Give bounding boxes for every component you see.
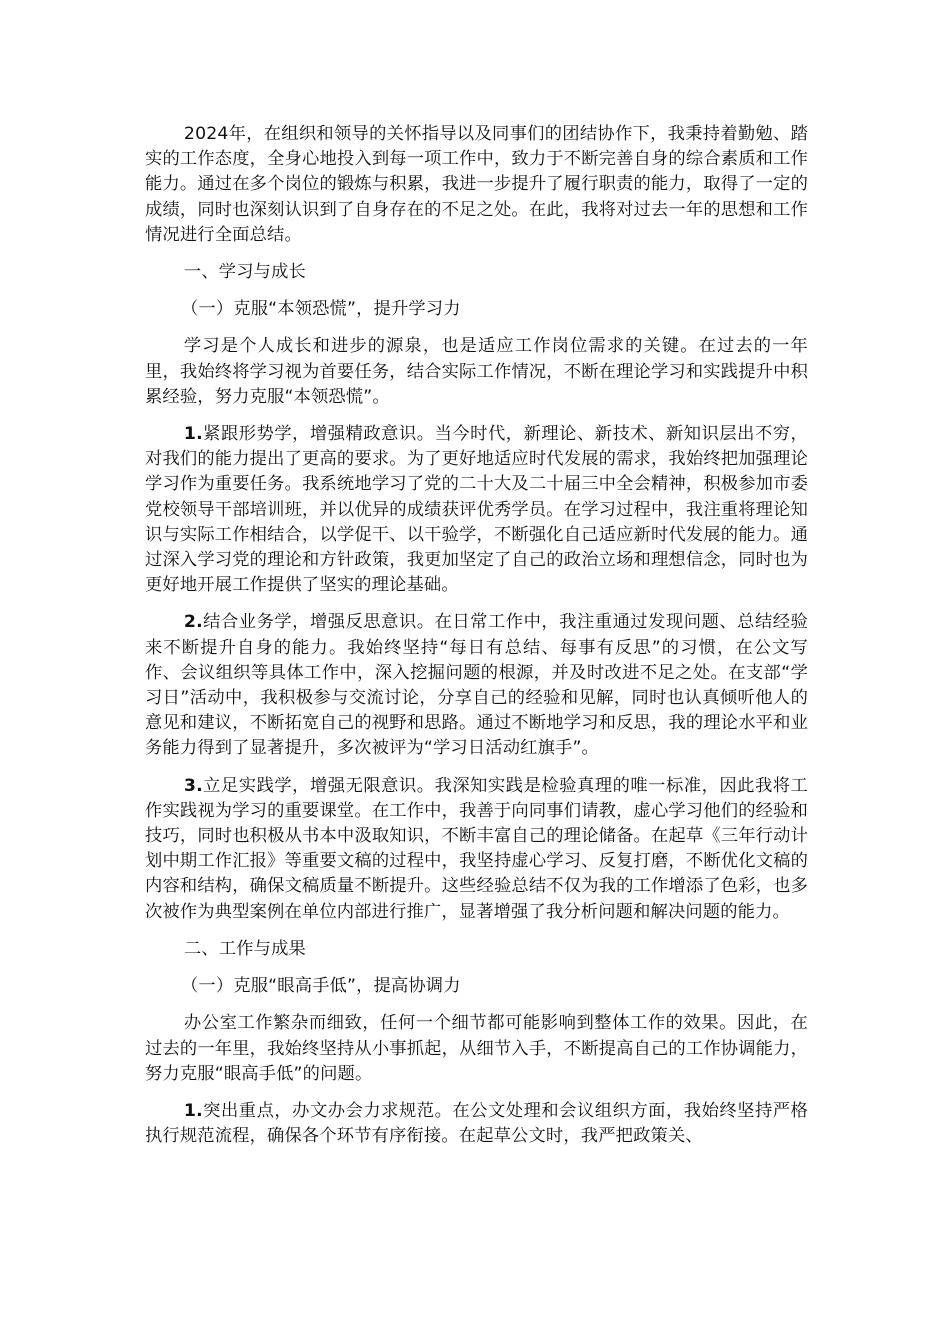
item-number: 3.	[183, 775, 203, 796]
item-text: 紧跟形势学，增强精政意识。当今时代，新理论、新技术、新知识层出不穷，对我们的能力提出了更高的要求。为了更好地适应时代发展的需求，我始终把加强理论学习作为重要任务。我系统地学习了党的二十大及二十届三中全会精神，积极参加市委党校领导干部培训班，并以优异的成绩获评优秀学员。在学习过程中，我注重将理论知识与实际工作相结合，以学促干、以干验学，不断强化自己适应新时代发展的能力。通过深入学习党的理论和方针政策，我更加坚定了自己的政治立场和理想信念，同时也为更好地开展工作提供了坚实的理论基础。	[145, 424, 808, 596]
subsection-heading: （一）克服“本领恐慌”，提升学习力	[181, 299, 461, 320]
item-number: 2.	[183, 612, 203, 633]
section-heading: 二、工作与成果	[183, 938, 306, 959]
item-text: 立足实践学，增强无限意识。我深知实践是检验真理的唯一标准，因此我将工作实践视为学习的重要课堂。在工作中，我善于向同事们请教，虚心学习他们的经验和技巧，同时也积极从书本中汲取知识，不断丰富自己的理论储备。在起草《三年行动计划中期工作汇报》等重要文稿的过程中，我坚持虚心学习、反复打磨，不断优化文稿的内容和结构，确保文稿质量不断提升。这些经验总结不仅为我的工作增添了色彩，也多次被作为典型案例在单位内部进行推广，显著增强了我分析问题和解决问题的能力。	[145, 775, 808, 922]
item-number: 1.	[183, 424, 203, 445]
subsection-heading: （一）克服“眼高手低”，提高协调力	[181, 976, 461, 997]
numbered-paragraph	[145, 610, 808, 761]
item-text: 突出重点，办文办会力求规范。在公文处理和会议组织方面，我始终坚持严格执行规范流程，确保各个环节有序衔接。在起草公文时，我严把政策关、	[145, 1100, 808, 1147]
item-number: 1.	[183, 1100, 203, 1121]
numbered-paragraph	[145, 774, 808, 925]
body-paragraph: 办公室工作繁杂而细致，任何一个细节都可能影响到整体工作的效果。因此，在过去的一年里，我始终坚持从小事抓起，从细节入手，不断提高自己的工作协调能力，努力克服“眼高手低”的问题。	[145, 1013, 808, 1084]
numbered-paragraph	[145, 422, 808, 598]
numbered-paragraph	[145, 1099, 808, 1149]
body-paragraph: 学习是个人成长和进步的源泉，也是适应工作岗位需求的关键。在过去的一年里，我始终将学习视为首要任务，结合实际工作情况，不断在理论学习和实践提升中积累经验，努力克服“本领恐慌”。	[145, 336, 808, 407]
intro-paragraph: 2024年，在组织和领导的关怀指导以及同事们的团结协作下，我秉持着勤勉、踏实的工作态度，全身心地投入到每一项工作中，致力于不断完善自身的综合素质和工作能力。通过在多个岗位的锻炼与积累，我进一步提升了履行职责的能力，取得了一定的成绩，同时也深刻认识到了自身存在的不足之处。在此，我将对过去一年的思想和工作情况进行全面总结。	[145, 124, 808, 245]
item-text: 结合业务学，增强反思意识。在日常工作中，我注重通过发现问题、总结经验来不断提升自身的能力。我始终坚持“每日有总结、每事有反思”的习惯，在公文写作、会议组织等具体工作中，深入挖掘问题的根源，并及时改进不足之处。在支部“学习日”活动中，我积极参与交流讨论，分享自己的经验和见解，同时也认真倾听他人的意见和建议，不断拓宽自己的视野和思路。通过不断地学习和反思，我的理论水平和业务能力得到了显著提升，多次被评为“学习日活动红旗手”。	[145, 612, 808, 759]
section-heading: 一、学习与成长	[183, 262, 306, 283]
